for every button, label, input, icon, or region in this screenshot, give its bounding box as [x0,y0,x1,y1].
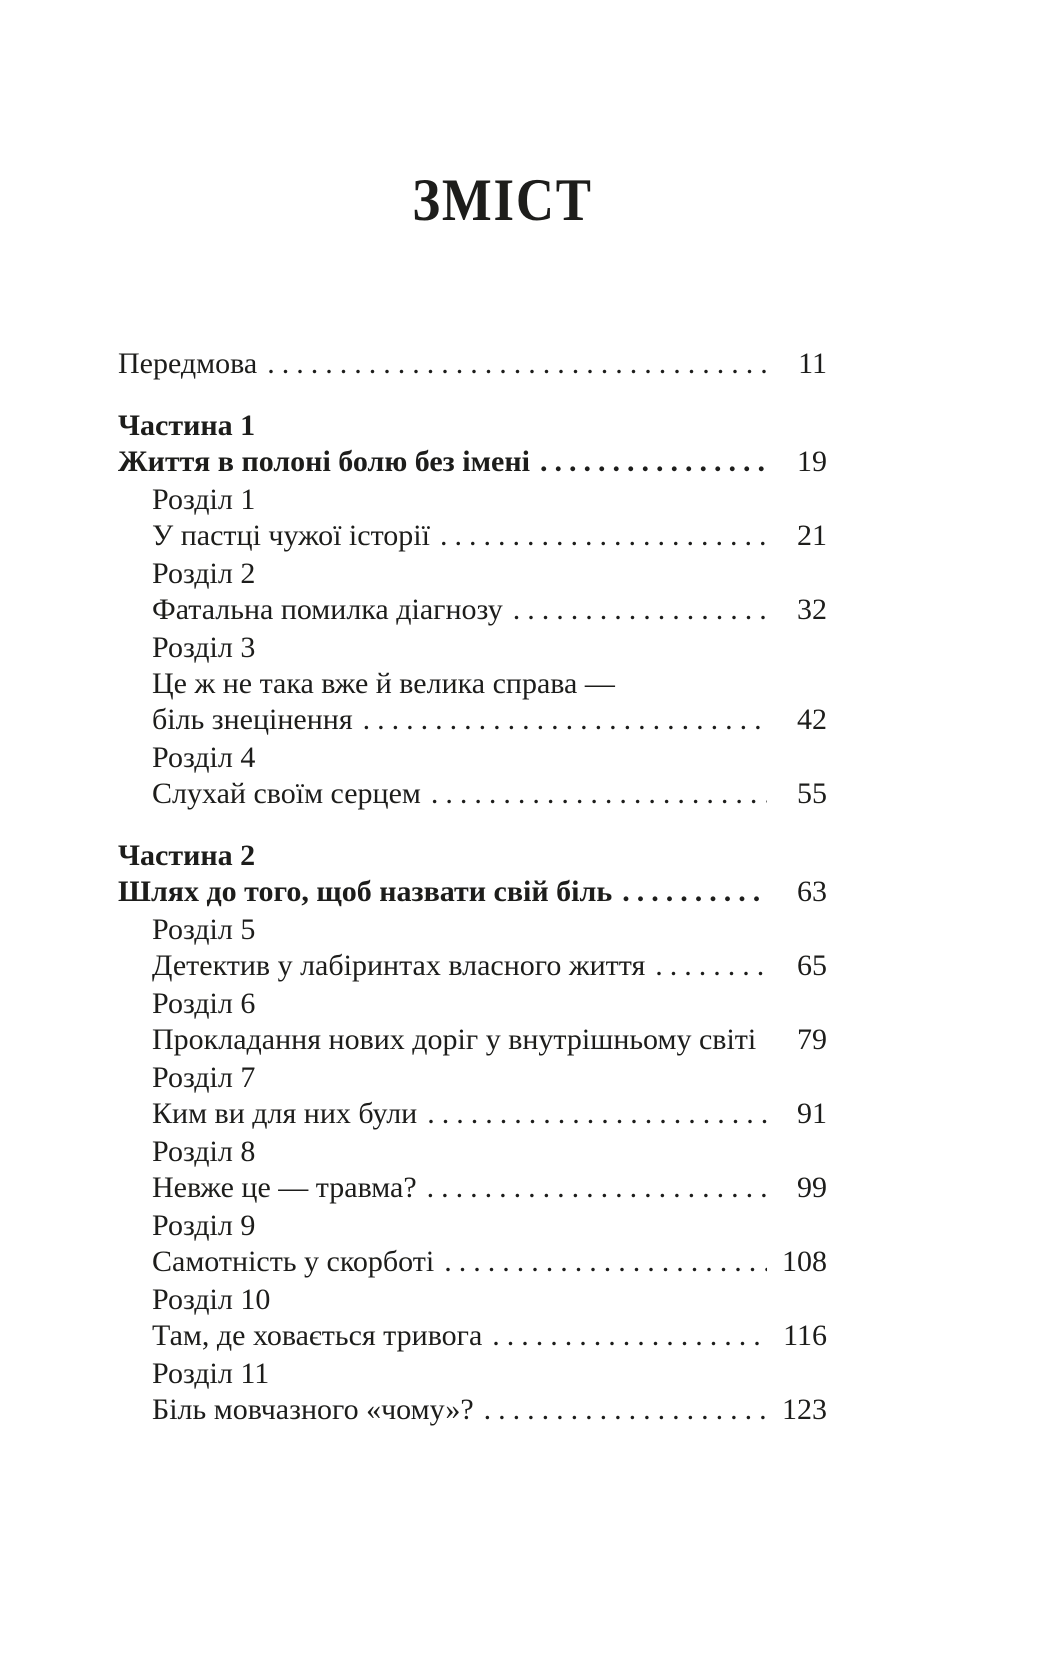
dot-leader [444,1244,767,1280]
dot-leader [427,1096,767,1132]
toc-entry-chapter [118,740,827,812]
entry-title: Ким ви для них були [152,1097,418,1130]
entry-label: Розділ 2 [152,557,256,590]
entry-label: Розділ 1 [152,483,256,516]
entry-page-number: 63 [797,875,827,908]
entry-label: Розділ 9 [152,1209,256,1242]
entry-page-number: 65 [797,949,827,982]
dot-leader [766,1022,767,1058]
toc-entry-chapter [118,912,827,984]
entry-label: Розділ 4 [152,741,256,774]
entry-label: Розділ 7 [152,1061,256,1094]
toc-entry-chapter [118,1282,827,1354]
entry-page-number: 55 [797,777,827,810]
entry-title: Життя в полоні болю без імені [118,445,530,478]
dot-leader [484,1392,767,1428]
toc-entry-chapter [118,1134,827,1206]
entry-page-number: 11 [798,347,827,380]
toc-entry-chapter [118,1356,827,1428]
entry-page-number: 42 [797,703,827,736]
entry-title: У пастці чужої історії [152,519,430,552]
toc-entry-chapter [118,1208,827,1280]
entry-title: Детектив у лабіринтах власного життя [152,949,646,982]
entry-title: Там, де ховається тривога [152,1319,483,1352]
dot-leader [440,518,767,554]
entry-title: Передмова [118,347,258,380]
entry-page-number: 99 [797,1171,827,1204]
entry-label: Частина 1 [118,409,256,442]
dot-leader [427,1170,767,1206]
entry-label: Розділ 5 [152,913,256,946]
entry-page-number: 108 [782,1245,827,1278]
entry-title: Самотність у скорботі [152,1245,435,1278]
dot-leader [540,444,767,480]
entry-title-line1: Це ж не така вже й велика справа — [152,667,615,700]
entry-title: Фатальна помилка діагнозу [152,593,503,626]
entry-page-number: 21 [797,519,827,552]
entry-page-number: 79 [797,1023,827,1056]
entry-label: Частина 2 [118,839,256,872]
dot-leader [492,1318,767,1354]
toc-entries [118,346,827,1428]
entry-label: Розділ 11 [152,1357,270,1390]
page-title: ЗМІСТ [412,167,593,233]
toc-entry-chapter [118,986,827,1058]
dot-leader [431,776,767,812]
entry-label: Розділ 8 [152,1135,256,1168]
toc-entry-chapter [118,1060,827,1132]
entry-title-line2: біль знецінення [152,703,353,736]
entry-page-number: 19 [797,445,827,478]
toc-entry-chapter [118,556,827,628]
dot-leader [622,874,767,910]
entry-label: Розділ 6 [152,987,256,1020]
entry-page-number: 123 [782,1393,827,1426]
toc-entry-part [118,838,827,910]
dot-leader [363,702,767,738]
toc-entry-chapter [118,630,827,738]
entry-title: Слухай своїм серцем [152,777,421,810]
entry-title: Шлях до того, щоб назвати свій біль [118,875,613,908]
entry-title: Невже це — травма? [152,1171,417,1204]
toc-entry-chapter [118,482,827,554]
entry-page-number: 32 [797,593,827,626]
entry-label: Розділ 3 [152,631,256,664]
dot-leader [267,346,767,382]
entry-page-number: 91 [797,1097,827,1130]
entry-title: Прокладання нових доріг у внутрішньому світі [152,1023,757,1056]
entry-page-number: 116 [783,1319,827,1352]
entry-label: Розділ 10 [152,1283,271,1316]
toc-entry-part [118,408,827,480]
dot-leader [513,592,767,628]
entry-title: Біль мовчазного «чому»? [152,1393,474,1426]
dot-leader [655,948,767,984]
toc-entry-frontmatter [118,346,827,382]
